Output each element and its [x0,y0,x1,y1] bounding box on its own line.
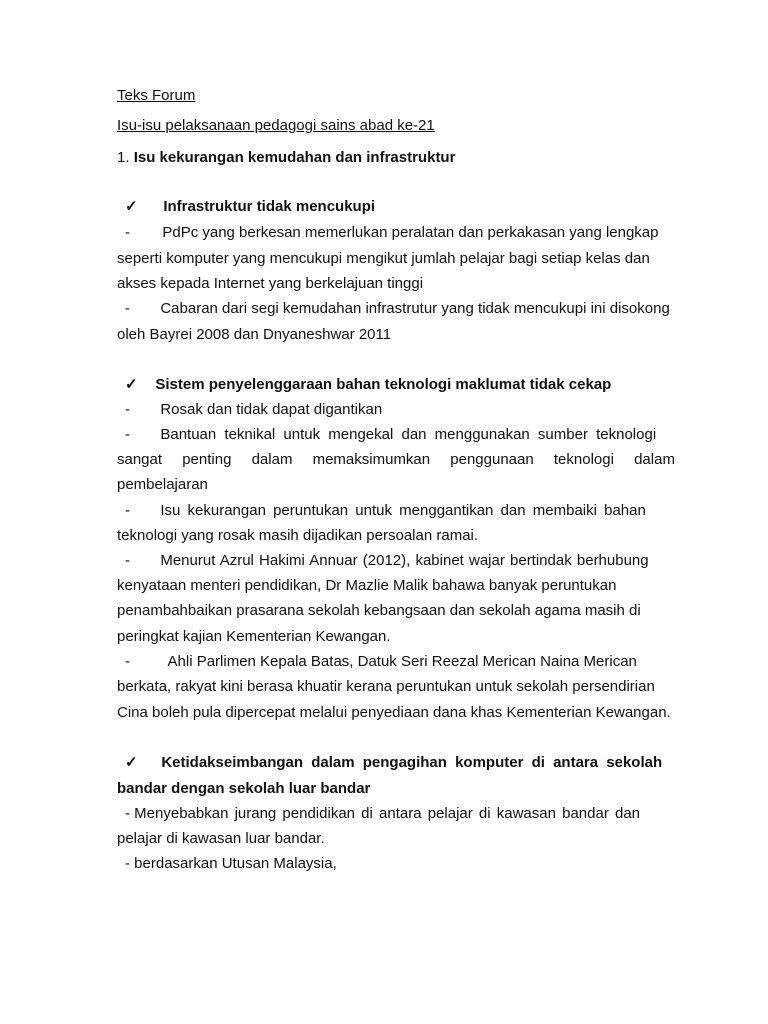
subheading-text: bandar dengan sekolah luar bandar [117,780,371,797]
bullet-text: penambahbaikan prasarana sekolah kebangsaan dan sekolah agama masih di [117,602,641,619]
bullet-text: Menyebabkan jurang pendidikan di antara pelajar di kawasan bandar dan [134,805,641,822]
bullet-dash: - [125,502,130,519]
bullet-text: Ahli Parlimen Kepala Batas, Datuk Seri Reezal Merican Naina Merican [167,653,637,670]
word: memaksimumkan [312,451,431,468]
subheading-text: Sistem penyelenggaraan bahan teknologi maklumat tidak cekap [155,376,612,393]
word: penggunaan [450,451,534,468]
subheading-ketidakseimbangan [125,754,662,772]
section-heading-text: Isu kekurangan kemudahan dan infrastruktur [133,149,456,166]
bullet-dash: - [125,224,130,241]
bullet-continuation [117,678,655,696]
bullet-line [125,805,640,823]
bullet-text: seperti komputer yang mencukupi mengikut jumlah pelajar bagi setiap kelas dan [117,250,650,267]
bullet-text: berkata, rakyat kini berasa khuatir kerana peruntukan untuk sekolah persendirian [117,678,655,695]
subheading-infrastruktur [125,198,375,216]
bullet-text: pembelajaran [117,476,208,493]
section-number: 1. [117,149,130,166]
bullet-text: berdasarkan Utusan Malaysia, [134,855,337,872]
bullet-line [125,855,337,873]
bullet-continuation [117,476,208,494]
bullet-text: kenyataan menteri pendidikan, Dr Mazlie Malik bahawa banyak peruntukan [117,577,617,594]
bullet-text: pelajar di kawasan luar bandar. [117,830,325,847]
bullet-continuation [117,628,391,646]
bullet-continuation [117,527,478,545]
bullet-text: Bantuan teknikal untuk mengekal dan menggunakan sumber teknologi [160,426,657,443]
bullet-continuation-justified [117,451,675,469]
subheading-text: Infrastruktur tidak mencukupi [163,198,376,215]
section-heading [117,149,455,167]
bullet-continuation [117,830,325,848]
word: dalam [251,451,293,468]
subheading-sistem [125,376,611,394]
checkmark-icon: ✓ [125,376,138,393]
bullet-continuation [117,704,671,722]
bullet-line [125,224,659,242]
bullet-continuation [117,577,616,595]
bullet-text: peringkat kajian Kementerian Kewangan. [117,628,391,645]
bullet-continuation [117,326,391,344]
subheading-text: Ketidakseimbangan dalam pengagihan komputer di antara sekolah [161,754,663,771]
bullet-continuation [117,250,650,268]
bullet-line [125,300,670,318]
word: sangat [117,451,163,468]
bullet-line [125,401,382,419]
document-subtitle [117,117,435,135]
word: teknologi [553,451,614,468]
bullet-text: Cabaran dari segi kemudahan infrastrutur yang tidak mencukupi ini disokong [160,300,670,317]
checkmark-icon: ✓ [125,198,138,215]
bullet-line [125,502,646,520]
bullet-text: Isu kekurangan peruntukan untuk menggantikan dan membaiki bahan [160,502,646,519]
bullet-dash: - [125,805,130,822]
word: penting [182,451,232,468]
bullet-continuation [117,602,641,620]
bullet-dash: - [125,552,130,569]
document-title-text: Teks Forum [117,87,196,104]
document-subtitle-text: Isu-isu pelaksanaan pedagogi sains abad ke-21 [117,117,435,134]
bullet-dash: - [125,401,130,418]
bullet-text: PdPc yang berkesan memerlukan peralatan dan perkakasan yang lengkap [162,224,659,241]
bullet-text: akses kepada Internet yang berkelajuan tinggi [117,275,424,292]
bullet-text: Menurut Azrul Hakimi Annuar (2012), kabinet wajar bertindak berhubung [160,552,649,569]
bullet-dash: - [125,426,130,443]
bullet-dash: - [125,300,130,317]
bullet-text: oleh Bayrei 2008 dan Dnyaneshwar 2011 [117,326,392,343]
bullet-line [125,426,656,444]
bullet-line [125,653,637,671]
bullet-continuation [117,275,423,293]
checkmark-icon: ✓ [125,754,138,771]
subheading-continuation [117,780,370,798]
bullet-text: Rosak dan tidak dapat digantikan [160,401,383,418]
bullet-text: Cina boleh pula dipercepat melalui penyediaan dana khas Kementerian Kewangan. [117,704,671,721]
bullet-line [125,552,649,570]
bullet-dash: - [125,855,130,872]
bullet-dash: - [125,653,130,670]
document-title [117,87,195,105]
bullet-text: teknologi yang rosak masih dijadikan persoalan ramai. [117,527,479,544]
word: dalam [634,451,675,468]
